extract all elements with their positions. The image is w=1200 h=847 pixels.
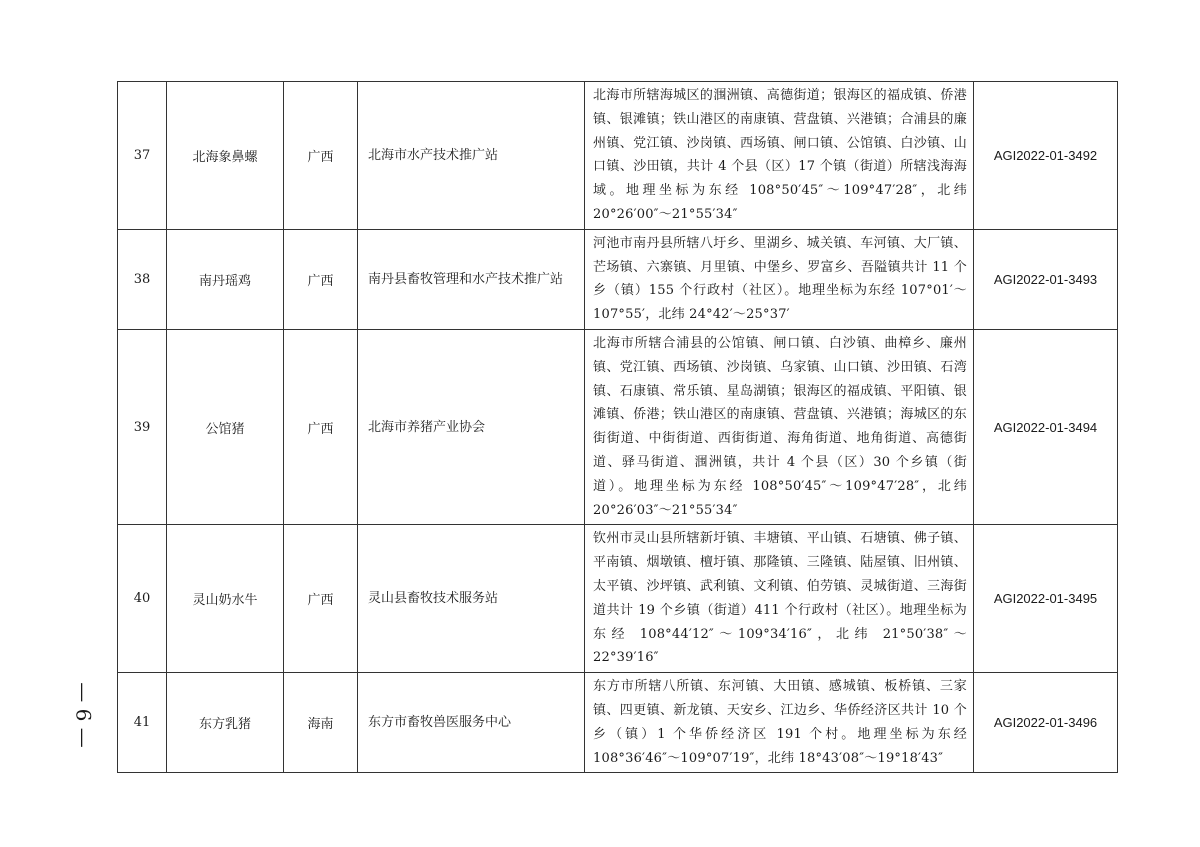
registration-code: AGI2022-01-3492: [974, 82, 1118, 230]
registration-code: AGI2022-01-3496: [974, 673, 1118, 773]
product-name: 北海象鼻螺: [167, 82, 284, 230]
province: 广西: [284, 82, 358, 230]
applicant-org: 东方市畜牧兽医服务中心: [358, 673, 585, 773]
row-index: 39: [118, 329, 167, 524]
province: 海南: [284, 673, 358, 773]
protected-area: 钦州市灵山县所辖新圩镇、丰塘镇、平山镇、石塘镇、佛子镇、平南镇、烟墩镇、檀圩镇、那隆镇、三隆镇、陆屋镇、旧州镇、太平镇、沙坪镇、武利镇、文利镇、伯劳镇、灵城街道、三海街道共计 19 个乡镇（街道）411 个行政村（社区）。地理坐标为东经 108°44′12″～109°34′16″，北纬 21°50′38″～22°39′16″: [585, 525, 974, 673]
product-name: 公馆猪: [167, 329, 284, 524]
row-index: 41: [118, 673, 167, 773]
product-name: 灵山奶水牛: [167, 525, 284, 673]
table-row: [118, 229, 1118, 329]
registration-code: AGI2022-01-3493: [974, 229, 1118, 329]
table-row: [118, 525, 1118, 673]
registration-table: [117, 81, 1118, 773]
province: 广西: [284, 525, 358, 673]
protected-area: 北海市所辖海城区的涠洲镇、高德街道；银海区的福成镇、侨港镇、银滩镇；铁山港区的南康镇、营盘镇、兴港镇；合浦县的廉州镇、党江镇、沙岗镇、西场镇、闸口镇、公馆镇、白沙镇、山口镇、沙田镇，共计 4 个县（区）17 个镇（街道）所辖浅海海域。地理坐标为东经 108°50′45″～109°47′28″，北纬 20°26′00″～21°55′34″: [585, 82, 974, 230]
applicant-org: 北海市养猪产业协会: [358, 329, 585, 524]
product-name: 南丹瑶鸡: [167, 229, 284, 329]
registration-code: AGI2022-01-3495: [974, 525, 1118, 673]
registration-code: AGI2022-01-3494: [974, 329, 1118, 524]
province: 广西: [284, 229, 358, 329]
applicant-org: 北海市水产技术推广站: [358, 82, 585, 230]
applicant-org: 灵山县畜牧技术服务站: [358, 525, 585, 673]
protected-area: 东方市所辖八所镇、东河镇、大田镇、感城镇、板桥镇、三家镇、四更镇、新龙镇、天安乡、江边乡、华侨经济区共计 10 个乡（镇）1 个华侨经济区 191 个村。地理坐标为东经 108°36′46″～109°07′19″，北纬 18°43′08″～19°18′43″: [585, 673, 974, 773]
page-number: [64, 675, 104, 755]
row-index: 38: [118, 229, 167, 329]
protected-area: 河池市南丹县所辖八圩乡、里湖乡、城关镇、车河镇、大厂镇、芒场镇、六寨镇、月里镇、中堡乡、罗富乡、吾隘镇共计 11 个乡（镇）155 个行政村（社区）。地理坐标为东经 107°01′～107°55′，北纬 24°42′～25°37′: [585, 229, 974, 329]
table-row: [118, 329, 1118, 524]
row-index: 40: [118, 525, 167, 673]
table-row: [118, 82, 1118, 230]
page-number-text: — 6 —: [72, 682, 97, 748]
protected-area: 北海市所辖合浦县的公馆镇、闸口镇、白沙镇、曲樟乡、廉州镇、党江镇、西场镇、沙岗镇、乌家镇、山口镇、沙田镇、石湾镇、石康镇、常乐镇、星岛湖镇；银海区的福成镇、平阳镇、银滩镇、侨港；铁山港区的南康镇、营盘镇、兴港镇；海城区的东街街道、中街街道、西街街道、海角街道、地角街道、高德街道、驿马街道、涠洲镇，共计 4 个县（区）30 个乡镇（街道）。地理坐标为东经 108°50′45″～109°47′28″，北纬 20°26′03″～21°55′34″: [585, 329, 974, 524]
province: 广西: [284, 329, 358, 524]
product-name: 东方乳猪: [167, 673, 284, 773]
applicant-org: 南丹县畜牧管理和水产技术推广站: [358, 229, 585, 329]
row-index: 37: [118, 82, 167, 230]
table-row: [118, 673, 1118, 773]
